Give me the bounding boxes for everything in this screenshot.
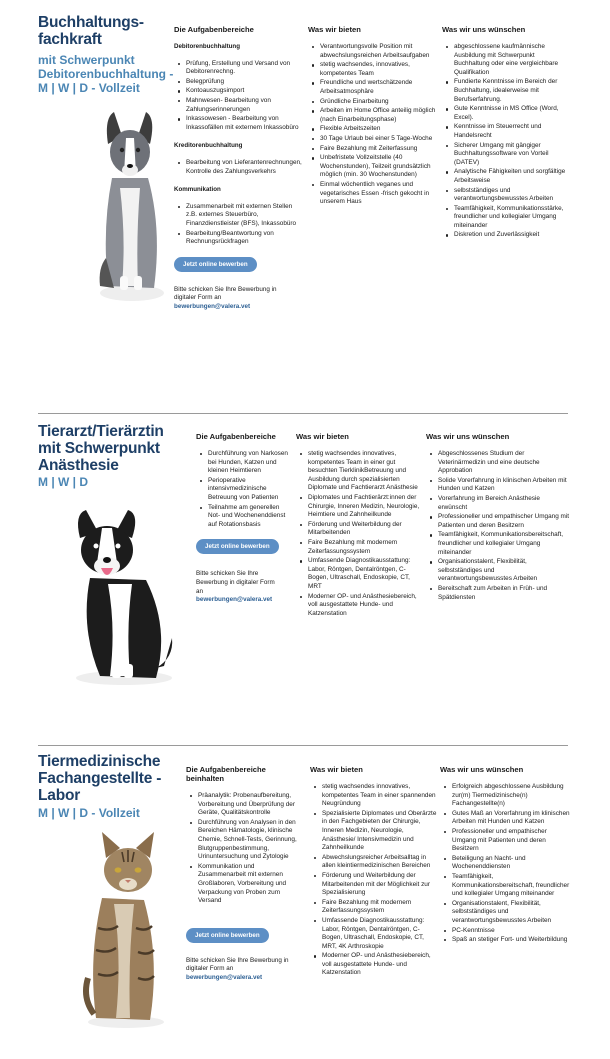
list-item: Gründliche Einarbeitung <box>308 98 436 107</box>
job-title-line: Anästhesie <box>38 457 119 474</box>
job-subtitle-line: mit Schwerpunkt <box>38 53 135 67</box>
tasks-heading: Die Aufgabenbereiche <box>174 25 254 34</box>
offer-column <box>308 25 436 217</box>
offer-list <box>296 450 420 618</box>
list-item: Organisationstalent, Flexibilität, selbstständiges und verantwortungsbewusstes Arbeiten <box>440 900 570 926</box>
wish-heading: Was wir uns wünschen <box>442 25 526 34</box>
list-item: Erfolgreich abgeschlossene Ausbildung zur(m) Tiermedizinische(n) Fachangestellte(n) <box>440 783 570 809</box>
list-item: Bereitschaft zum Arbeiten in Früh- und Spätdiensten <box>426 585 570 602</box>
dog-icon <box>92 108 166 304</box>
apply-instructions: Bitte schicken Sie Ihre Bewerbung in digitaler Form an <box>196 570 275 595</box>
wish-column <box>426 432 570 612</box>
apply-online-button[interactable]: Jetzt online bewerben <box>196 539 279 554</box>
application-email-link[interactable]: bewerbungen@valera.vet <box>186 973 263 981</box>
list-item: Faire Bezahlung mit modernem Zeiterfassungssystem <box>310 899 438 916</box>
job-subtitle-line: Debitorenbuchhaltung - <box>38 67 174 81</box>
list-item: Professioneller und empathischer Umgang mit Patienten und deren Besitzern <box>426 513 570 530</box>
list-item: Fundierte Kenntnisse im Bereich der Buchhaltung, idealerweise mit Berufserfahrung. <box>442 78 570 104</box>
job-title <box>38 14 144 48</box>
wish-list <box>442 43 570 240</box>
job-title-line: fachkraft <box>38 31 102 48</box>
list-item: Einmal wöchentlich veganes und vegetarisches Essen -frisch gekocht in unserem Haus <box>308 181 436 207</box>
tasks-column <box>186 765 300 983</box>
list-item: Moderner OP- und Anästhesiebereich, voll ausgestattete Hunde- und Katzenstation <box>310 952 438 978</box>
list-item: Gute Kenntnisse in MS Office (Word, Excel). <box>442 105 570 122</box>
section-divider <box>38 413 568 414</box>
wish-column <box>442 25 570 250</box>
job-subtitle <box>38 475 88 489</box>
list-item: Bearbeitung/Beantwortung von Rechnungsrückfragen <box>174 230 302 247</box>
job-subtitle-line: M | W | D - Vollzeit <box>38 81 140 95</box>
tasks-group-heading: Kreditorenbuchhaltung <box>174 142 243 150</box>
section-divider <box>38 745 568 746</box>
tasks-list <box>174 60 302 133</box>
list-item: Verantwortungsvolle Position mit abwechslungsreichen Arbeitsaufgaben <box>308 43 436 60</box>
application-email-link[interactable]: bewerbungen@valera.vet <box>196 596 273 604</box>
tasks-heading: Die Aufgabenbereiche beinhalten <box>186 765 266 783</box>
list-item: Faire Bezahlung mit Zeiterfassung <box>308 145 436 154</box>
offer-list <box>310 783 438 978</box>
list-item: Professioneller und empathischer Umgang mit Patienten und deren Besitzern <box>440 828 570 854</box>
offer-heading: Was wir bieten <box>310 765 363 774</box>
list-item: Vorerfahrung im Bereich Anästhesie erwünscht <box>426 495 570 512</box>
list-item: Analytische Fähigkeiten und sorgfältige Arbeitsweise <box>442 168 570 185</box>
job-subtitle <box>38 53 173 95</box>
list-item: abgeschlossene kaufmännische Ausbildung mit Schwerpunkt Buchhaltung oder eine vergleichbare Qualifikation <box>442 43 570 77</box>
list-item: Durchführung von Narkosen bei Hunden, Katzen und kleinen Heimtieren <box>196 450 288 476</box>
list-item: Prüfung, Erstellung und Versand von Debitorenrechng. <box>174 60 302 77</box>
list-item: Umfassende Diagnostikausstattung: Labor, Röntgen, Dentalröntgen, C-Bogen, Ultraschall, Endoskopie, CT, MRT, 4K Arthroskopie <box>310 917 438 951</box>
list-item: Freundliche und wertschätzende Arbeitsatmosphäre <box>308 79 436 96</box>
list-item: stetig wachsendes innovatives, kompetentes Team in einer gut besuchten TierklinikBetreuung und Ausbildung durch spezialisierten Diplomate und Fachtierarzt Anästhesie <box>296 450 420 493</box>
wish-list <box>426 450 570 602</box>
list-item: Arbeiten im Home Office anteilig möglich (nach Einarbeitungsphase) <box>308 107 436 124</box>
list-item: Teamfähigkeit, Kommunikationsbereitschaft, freundlicher und kollegialer Umgang miteinander <box>440 873 570 899</box>
list-item: Förderung und Weiterbildung der Mitarbeitenden mit der Möglichkeit zur Spezialisierung <box>310 872 438 898</box>
list-item: Inkassowesen - Bearbeitung von Inkassofällen mit externem Inkassobüro <box>174 115 302 132</box>
tasks-group-heading: Kommunikation <box>174 186 221 194</box>
tasks-list <box>186 792 300 906</box>
cat-icon <box>80 828 168 1030</box>
list-item: Durchführung von Analysen in den Bereichen Hämatologie, klinische Chemie, Schnell-Tests, Gerinnung, Blutgruppenbestimmung, Urinuntersuchung und Zytologie <box>186 819 300 862</box>
job-title <box>38 753 161 804</box>
list-item: Solide Vorerfahrung in klinischen Arbeiten mit Hunden und Katzen <box>426 477 570 494</box>
list-item: Präanalytik: Probenaufbereitung, Vorbereitung und Überprüfung der Geräte, Qualitätskontrolle <box>186 792 300 818</box>
wish-column <box>440 765 570 955</box>
job-title-line: mit Schwerpunkt <box>38 440 160 457</box>
offer-column <box>310 765 438 988</box>
offer-list <box>308 43 436 207</box>
offer-heading: Was wir bieten <box>296 432 349 441</box>
list-item: selbstständiges und verantwortungsbewusstes Arbeiten <box>442 187 570 204</box>
offer-column <box>296 432 420 628</box>
tasks-column <box>174 25 302 311</box>
list-item: Diskretion und Zuverlässigkeit <box>442 231 570 240</box>
apply-instructions: Bitte schicken Sie Ihre Bewerbung in digitaler Form an <box>174 285 277 302</box>
wish-heading: Was wir uns wünschen <box>440 765 524 774</box>
offer-heading: Was wir bieten <box>308 25 361 34</box>
list-item: Teilnahme am generellen Not- und Wochenenddienst auf Rotationsbasis <box>196 504 288 530</box>
list-item: Sicherer Umgang mit gängiger Buchhaltungssoftware von Vorteil (DATEV) <box>442 142 570 168</box>
list-item: Organisationstalent, Flexibilität, selbstständiges und verantwortungsbewusstes Arbeiten <box>426 558 570 584</box>
list-item: Spezialisierte Diplomates und Oberärzte in den Fachgebieten der Chirurgie, Inneren Medizin, Neurologie, Anästhesie/ Intensivmedizin und Zahnheilkunde <box>310 810 438 853</box>
wish-list <box>440 783 570 945</box>
list-item: stetig wachsendes, innovatives, kompetentes Team <box>308 61 436 78</box>
apply-online-button[interactable]: Jetzt online bewerben <box>186 928 269 943</box>
job-title-line: Fachangestellte - <box>38 770 162 787</box>
list-item: 30 Tage Urlaub bei einer 5 Tage-Woche <box>308 135 436 144</box>
tasks-list <box>174 159 302 176</box>
list-item: Förderung und Weiterbildung der Mitarbeitenden <box>296 521 420 538</box>
job-title-line: Labor <box>38 787 81 804</box>
list-item: Faire Bezahlung mit modernem Zeiterfassungssystem <box>296 539 420 556</box>
job-title <box>38 423 164 474</box>
list-item: Abwechslungsreicher Arbeitsalltag in allen kleintiermedizinischen Bereichen <box>310 854 438 871</box>
tasks-list <box>174 203 302 247</box>
job-title-line: Buchhaltungs- <box>38 14 144 31</box>
job-title-line: Tierarzt/Tierärztin <box>38 423 164 440</box>
list-item: stetig wachsendes innovatives, kompetentes Team in einer spannenden Neugründung <box>310 783 438 809</box>
list-item: Beteiligung an Nacht- und Wochenenddiensten <box>440 855 570 872</box>
list-item: Diplomates und Fachtierärzt:innen der Chirurgie, Inneren Medizin, Neurologie, Heimtiere und Zahnheilkunde <box>296 494 420 520</box>
list-item: Bearbeitung von Lieferantenrechnungen, Kontrolle des Zahlungsverkehrs <box>174 159 302 176</box>
list-item: Kommunikation und Zusammenarbeit mit externen Großlaboren, Vorbereitung und Verpackung von Proben zum Versand <box>186 863 300 906</box>
list-item: Perioperative intensivmedizinische Betreuung von Patienten <box>196 477 288 503</box>
tasks-heading: Die Aufgabenbereiche <box>196 432 276 441</box>
apply-online-button[interactable]: Jetzt online bewerben <box>174 257 257 272</box>
job-subtitle <box>38 806 140 820</box>
list-item: PC-Kenntnisse <box>440 927 570 936</box>
list-item: Flexible Arbeitszeiten <box>308 125 436 134</box>
list-item: Abgeschlossenes Studium der Veterinärmedizin und eine deutsche Approbation <box>426 450 570 476</box>
wish-heading: Was wir uns wünschen <box>426 432 510 441</box>
job-subtitle-line: M | W | D - Vollzeit <box>38 806 140 820</box>
list-item: Mahnwesen- Bearbeitung von Zahlungserinnerungen <box>174 97 302 114</box>
dog-icon <box>60 508 176 686</box>
list-item: Kenntnisse im Steuerrecht und Handelsrecht <box>442 123 570 140</box>
job-title-line: Tiermedizinische <box>38 753 161 770</box>
apply-instructions: Bitte schicken Sie Ihre Bewerbung in digitaler Form an <box>186 956 289 973</box>
list-item: Belegprüfung <box>174 78 302 87</box>
list-item: Gutes Maß an Vorerfahrung im klinischen Arbeiten mit Hunden und Katzen <box>440 810 570 827</box>
application-email-link[interactable]: bewerbungen@valera.vet <box>174 302 251 310</box>
tasks-list <box>196 450 288 529</box>
list-item: Teamfähigkeit, Kommunikationsstärke, freundlicher und kollegialer Umgang miteinander <box>442 205 570 231</box>
list-item: Kontoauszugsimport <box>174 87 302 96</box>
job-subtitle-line: M | W | D <box>38 475 89 489</box>
list-item: Spaß an stetiger Fort- und Weiterbildung <box>440 936 570 945</box>
list-item: Zusammenarbeit mit externen Stellen z.B. externes Steuerbüro, Finanzdienstleister (BFS), Inkassobüro <box>174 203 302 229</box>
list-item: Moderner OP- und Anästhesiebereich, voll ausgestattete Hunde- und Katzenstation <box>296 593 420 619</box>
list-item: Umfassende Diagnostikausstattung: Labor, Röntgen, Dentalröntgen, C-Bogen, Ultraschall, Endoskopie, CT, MRT <box>296 557 420 591</box>
list-item: Teamfähigkeit, Kommunikationsbereitschaft, freundlicher und kollegialer Umgang miteinander <box>426 531 570 557</box>
tasks-column <box>196 432 288 605</box>
list-item: Unbefristete Vollzeitstelle (40 Wochenstunden), Teilzeit grundsätzlich möglich (min. 30 Wochenstunden) <box>308 154 436 180</box>
tasks-group-heading: Debitorenbuchhaltung <box>174 43 240 50</box>
